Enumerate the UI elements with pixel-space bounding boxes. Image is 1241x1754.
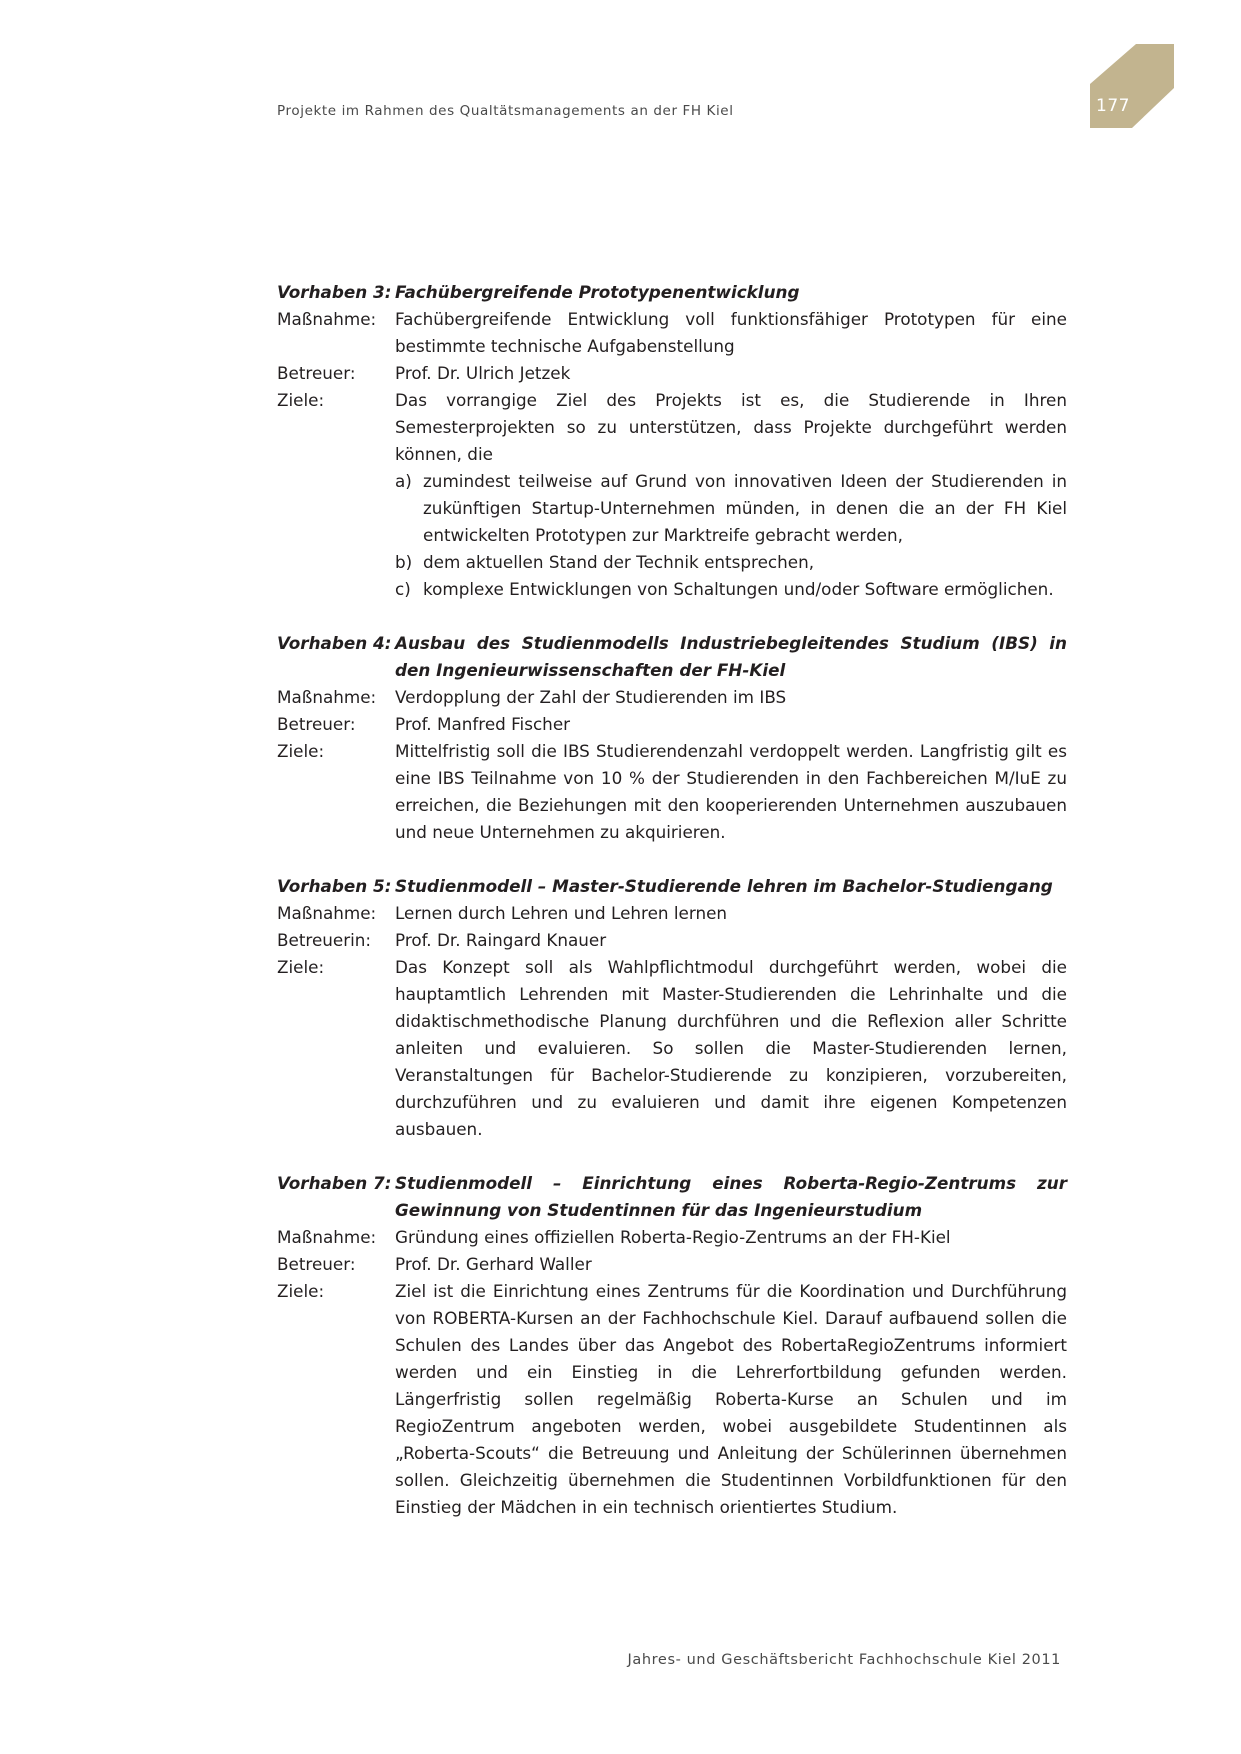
project-number: Vorhaben 4: (277, 633, 392, 653)
project-title: Ausbau des Studienmodells Industriebegleitendes Studium (IBS) in den Ingenieurwissenschaften der FH-Kiel (395, 633, 1067, 680)
goals-text: Das vorrangige Ziel des Projekts ist es, die Studierende in Ihren Semesterprojekten so zu unterstützen, dass Projekte durchgeführt werden können, die (395, 390, 1067, 464)
running-header: Projekte im Rahmen des Qualtätsmanagements an der FH Kiel (277, 103, 734, 119)
measure-row (277, 900, 1067, 927)
supervisor-row (277, 927, 1067, 954)
goals-label: Ziele: (277, 390, 325, 410)
project-block (277, 630, 1067, 846)
project-title: Fachübergreifende Prototypenentwicklung (395, 282, 800, 302)
project-heading (277, 630, 1067, 684)
supervisor-label: Betreuer: (277, 363, 356, 383)
supervisor-label: Betreuer: (277, 1254, 356, 1274)
supervisor-label: Betreuerin: (277, 930, 372, 950)
project-heading (277, 873, 1067, 900)
goals-row (277, 738, 1067, 846)
project-number: Vorhaben 3: (277, 282, 392, 302)
measure-text: Fachübergreifende Entwicklung voll funktionsfähiger Prototypen für eine bestimmte technische Aufgabenstellung (395, 309, 1067, 356)
list-marker: b) (395, 552, 413, 572)
project-number: Vorhaben 7: (277, 1173, 392, 1193)
supervisor-row (277, 1251, 1067, 1278)
measure-text: Lernen durch Lehren und Lehren lernen (395, 903, 728, 923)
list-item-text: komplexe Entwicklungen von Schaltungen und/oder Software ermöglichen. (423, 579, 1054, 599)
goals-text: Ziel ist die Einrichtung eines Zentrums für die Koordination und Durchführung von ROBERTA-Kursen an der Fachhochschule Kiel. Darauf aufbauend sollen die Schulen des Landes über das Angebot des RobertaRegioZentrums informiert werden und ein Einstieg in die Lehrerfortbildung gefunden werden. Längerfristig sollen regelmäßig Roberta-Kurse an Schulen und im RegioZentrum angeboten werden, wobei ausgebildete Studentinnen als „Roberta-Scouts“ die Betreuung und Anleitung der Schülerinnen übernehmen sollen. Gleichzeitig übernehmen die Studentinnen Vorbildfunktionen für den Einstieg der Mädchen in ein technisch orientiertes Studium. (395, 1281, 1067, 1517)
goals-row (277, 954, 1067, 1143)
goals-text: Das Konzept soll als Wahlpflichtmodul durchgeführt werden, wobei die hauptamtlich Lehrenden mit Master-Studierenden die Lehrinhalte und die didaktischmethodische Planung durchführen und die Reflexion aller Schritte anleiten und evaluieren. So sollen die Master-Studierenden lernen, Veranstaltungen für Bachelor-Studierende zu konzipieren, vorzubereiten, durchzuführen und zu evaluieren und damit ihre eigenen Kompetenzen ausbauen. (395, 957, 1067, 1139)
goals-label: Ziele: (277, 957, 325, 977)
list-item-text: dem aktuellen Stand der Technik entsprechen, (423, 552, 815, 572)
supervisor-name: Prof. Dr. Ulrich Jetzek (395, 363, 571, 383)
measure-label: Maßnahme: (277, 687, 377, 707)
project-title: Studienmodell – Einrichtung eines Roberta-Regio-Zentrums zur Gewinnung von Studentinnen für das Ingenieurstudium (395, 1173, 1067, 1220)
list-item (395, 468, 1067, 549)
measure-text: Gründung eines offiziellen Roberta-Regio-Zentrums an der FH-Kiel (395, 1227, 951, 1247)
list-marker: c) (395, 579, 411, 599)
goals-content (395, 387, 1067, 603)
list-item (395, 576, 1067, 603)
projects-section (277, 279, 1067, 1548)
page-footer: Jahres- und Geschäftsbericht Fachhochschule Kiel 2011 (627, 1652, 1061, 1668)
project-block (277, 1170, 1067, 1521)
supervisor-row (277, 711, 1067, 738)
measure-row (277, 1224, 1067, 1251)
supervisor-name: Prof. Manfred Fischer (395, 714, 571, 734)
page-number: 177 (1096, 96, 1130, 116)
project-heading (277, 279, 1067, 306)
list-item-text: zumindest teilweise auf Grund von innovativen Ideen der Studierenden in zukünftigen Startup-Unternehmen münden, in denen die an der FH Kiel entwickelten Prototypen zur Marktreife gebracht werden, (423, 471, 1067, 545)
goals-row (277, 387, 1067, 603)
supervisor-label: Betreuer: (277, 714, 356, 734)
goals-row (277, 1278, 1067, 1521)
goals-label: Ziele: (277, 741, 325, 761)
measure-label: Maßnahme: (277, 309, 377, 329)
measure-label: Maßnahme: (277, 1227, 377, 1247)
measure-text: Verdopplung der Zahl der Studierenden im IBS (395, 687, 787, 707)
project-block (277, 279, 1067, 603)
measure-label: Maßnahme: (277, 903, 377, 923)
goals-label: Ziele: (277, 1281, 325, 1301)
measure-row (277, 684, 1067, 711)
project-title: Studienmodell – Master-Studierende lehren im Bachelor-Studiengang (395, 876, 1053, 896)
supervisor-name: Prof. Dr. Raingard Knauer (395, 930, 607, 950)
supervisor-name: Prof. Dr. Gerhard Waller (395, 1254, 592, 1274)
list-marker: a) (395, 471, 412, 491)
measure-row (277, 306, 1067, 360)
supervisor-row (277, 360, 1067, 387)
list-item (395, 549, 1067, 576)
goals-list (395, 468, 1067, 603)
goals-text: Mittelfristig soll die IBS Studierendenzahl verdoppelt werden. Langfristig gilt es eine IBS Teilnahme von 10 % der Studierenden in den Fachbereichen M/IuE zu erreichen, die Beziehungen mit den kooperierenden Unternehmen auszubauen und neue Unternehmen zu akquirieren. (395, 741, 1067, 842)
project-number: Vorhaben 5: (277, 876, 392, 896)
project-block (277, 873, 1067, 1143)
project-heading (277, 1170, 1067, 1224)
